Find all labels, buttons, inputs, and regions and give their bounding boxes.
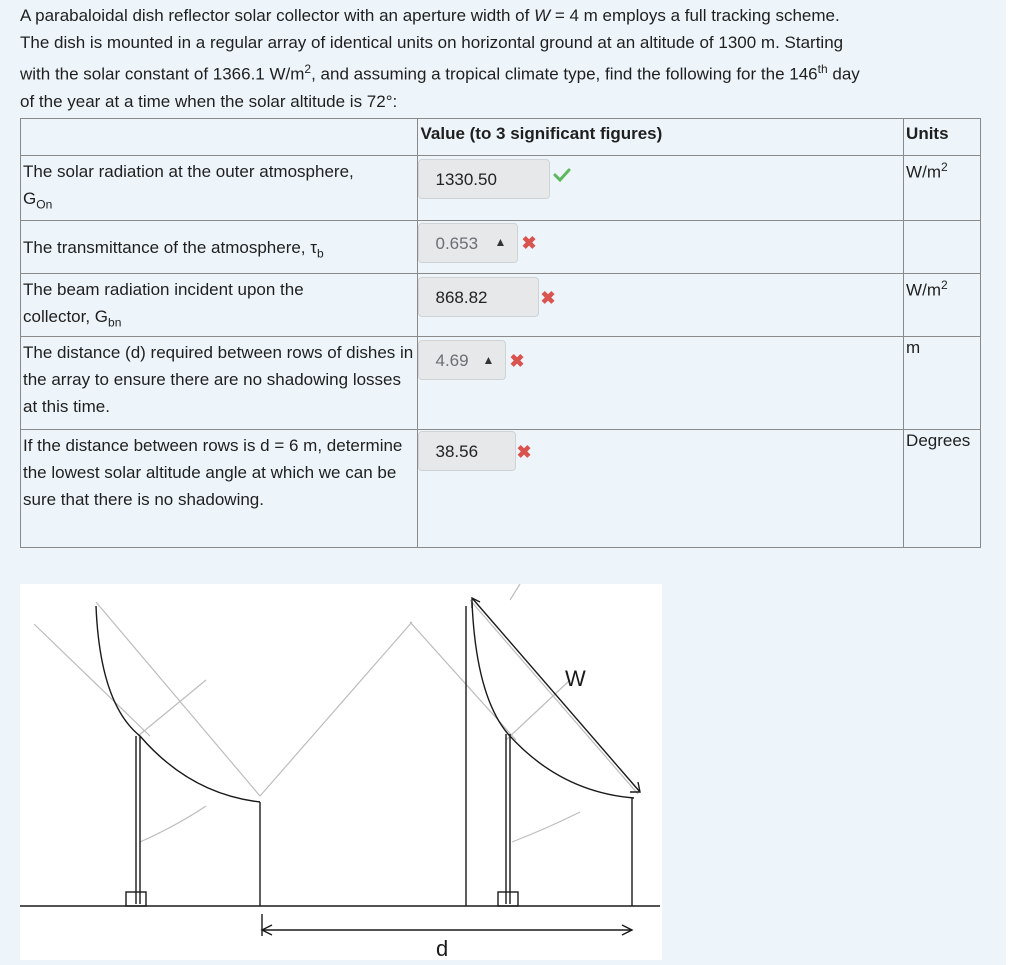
header-question bbox=[21, 119, 418, 156]
question-text: The distance (d) required between rows of dishes in the array to ensure there are no shadowing losses at this time. bbox=[23, 343, 414, 417]
unit-label: $W/m^2$ bbox=[906, 160, 948, 182]
problem-statement: A parabaloidal dish reflector solar collector with an aperture width of W = 4 m employs a full tracking scheme. The dish is mounted in a regular array of identical units on horizontal ground at an altitude of 1300 m. Starting with the solar constant of 1366.1 $W/m^2$, and assuming a tropical climate type, find the following for the 146th day of the year at a time when the solar altitude is 72°: bbox=[20, 6, 860, 111]
table-row bbox=[21, 156, 981, 221]
check-icon bbox=[552, 165, 572, 190]
table-row bbox=[21, 221, 981, 274]
answer-select-transmittance[interactable]: 0.653 bbox=[418, 223, 518, 263]
header-value: Value (to 3 significant figures) bbox=[418, 119, 904, 156]
answer-input-gbn[interactable]: 868.82 bbox=[418, 277, 539, 317]
spinner-icon[interactable]: ▲ bbox=[482, 353, 495, 368]
cross-icon: ✖ bbox=[521, 233, 537, 253]
answer-input-gon[interactable]: 1330.50 bbox=[418, 159, 550, 199]
answer-input-altitude[interactable]: 38.56 bbox=[418, 431, 516, 471]
spinner-icon[interactable]: ▲ bbox=[494, 235, 507, 249]
answer-table bbox=[20, 118, 981, 548]
unit-label: m bbox=[906, 338, 921, 358]
answer-select-distance[interactable]: 4.69 bbox=[418, 340, 506, 380]
label-d: d bbox=[436, 936, 449, 960]
header-units: Units bbox=[904, 119, 981, 156]
dish-diagram bbox=[20, 584, 662, 960]
question-text: The solar radiation at the outer atmosphere, $G_{On}$ bbox=[23, 162, 354, 212]
table-row bbox=[21, 430, 981, 548]
dish-array-figure bbox=[20, 584, 662, 960]
cross-icon: ✖ bbox=[516, 442, 532, 463]
page-edge bbox=[1006, 0, 1024, 965]
unit-label: $W/m^2$ bbox=[906, 278, 948, 300]
unit-label: Degrees bbox=[906, 431, 971, 451]
table-row bbox=[21, 274, 981, 337]
cross-icon: ✖ bbox=[509, 351, 525, 372]
label-w: W bbox=[565, 666, 586, 691]
question-text: The transmittance of the atmosphere, $\tau_b$ bbox=[23, 237, 324, 260]
table-row bbox=[21, 337, 981, 430]
table-header-row bbox=[21, 119, 981, 156]
question-text: The beam radiation incident upon the collector, $G_{bn}$ bbox=[23, 280, 304, 330]
cross-icon: ✖ bbox=[540, 288, 556, 308]
question-text: If the distance between rows is d = 6 m, determine the lowest solar altitude angle at which we can be sure that there is no shadowing. bbox=[23, 436, 403, 510]
